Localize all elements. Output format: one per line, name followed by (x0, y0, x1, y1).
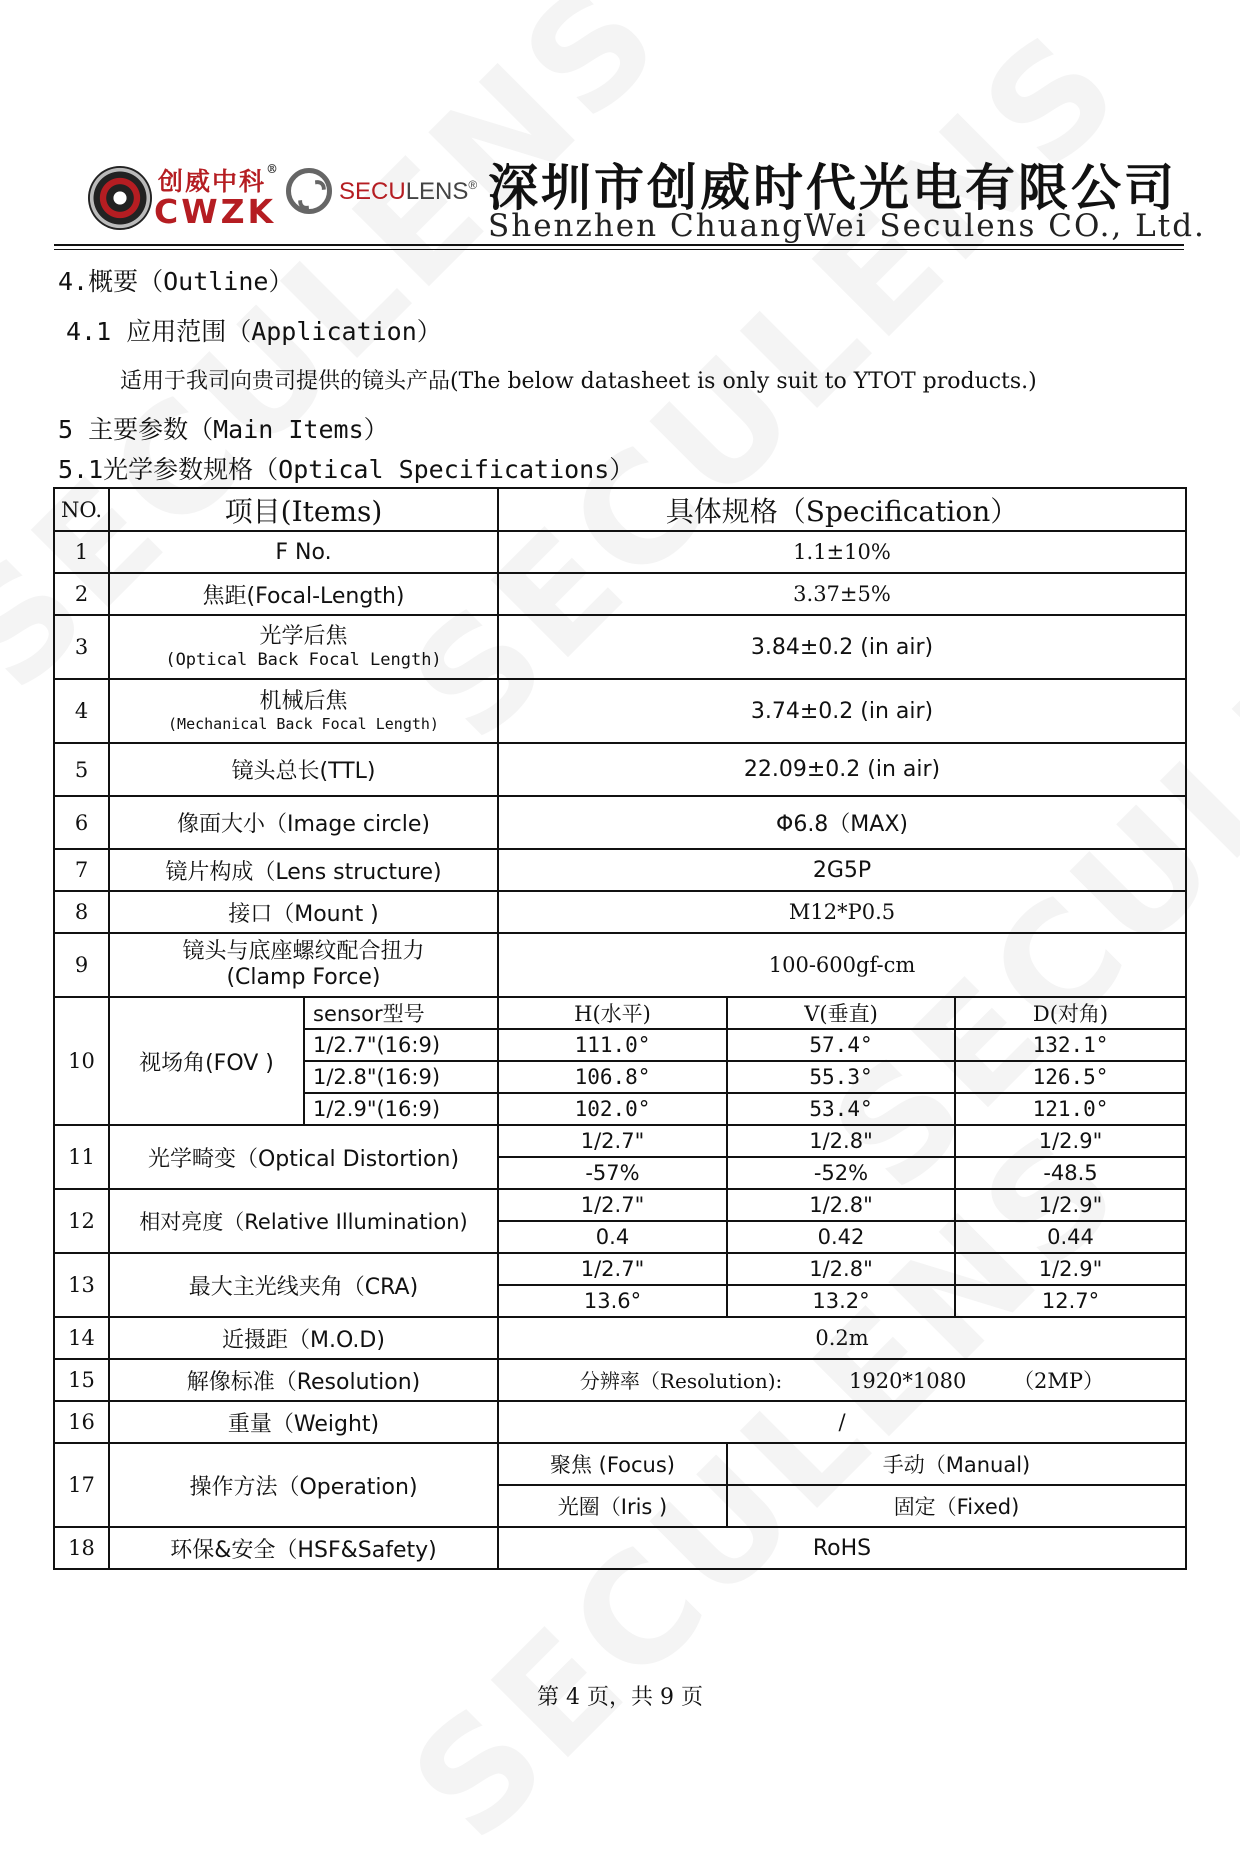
distortion-head: 1/2.8" (727, 1125, 955, 1157)
fov-h: 111.0° (498, 1029, 727, 1061)
fov-v: 53.4° (727, 1093, 955, 1125)
table-row (54, 796, 1186, 849)
cra-head: 1/2.8" (727, 1253, 955, 1285)
row-no: 6 (54, 796, 109, 849)
row-no: 10 (54, 997, 109, 1125)
table-row (54, 1253, 1186, 1285)
row-no: 8 (54, 891, 109, 933)
cra-value: 13.6° (498, 1285, 727, 1317)
table-row (54, 1401, 1186, 1443)
operation-key: 光圈（Iris ) (498, 1485, 727, 1527)
row-no: 14 (54, 1317, 109, 1359)
row-spec: 3.74±0.2 (in air) (498, 679, 1186, 743)
distortion-value: -48.5 (955, 1157, 1186, 1189)
page-footer: 第 4 页，共 9 页 (537, 1685, 703, 1710)
row-item (109, 679, 498, 743)
illumination-value: 0.4 (498, 1221, 727, 1253)
table-row (54, 997, 1186, 1029)
row-spec: 2G5P (498, 849, 1186, 891)
row-spec: M12*P0.5 (498, 891, 1186, 933)
fov-h: 102.0° (498, 1093, 727, 1125)
table-row (54, 1443, 1186, 1485)
row-spec: RoHS (498, 1527, 1186, 1569)
header-rule (54, 244, 1184, 246)
row-spec: 0.2m (498, 1317, 1186, 1359)
row-no: 5 (54, 743, 109, 796)
row-no: 7 (54, 849, 109, 891)
distortion-head: 1/2.7" (498, 1125, 727, 1157)
row-item-en: (Mechanical Back Focal Length) (168, 715, 439, 734)
table-row (54, 615, 1186, 679)
fov-d: 121.0° (955, 1093, 1186, 1125)
row-spec: Φ6.8（MAX) (498, 796, 1186, 849)
row-spec: 3.84±0.2 (in air) (498, 615, 1186, 679)
fov-h: 106.8° (498, 1061, 727, 1093)
operation-key: 聚焦 (Focus) (498, 1443, 727, 1485)
row-item: 镜片构成（Lens structure) (109, 849, 498, 891)
row-item: 近摄距（M.O.D) (109, 1317, 498, 1359)
fov-sensor: 1/2.9"(16:9) (304, 1093, 498, 1125)
row-item: 接口（Mount ) (109, 891, 498, 933)
row-item-cn: 机械后焦 (259, 688, 348, 714)
cwzk-logo-en: CWZK (154, 192, 277, 231)
fov-sensor: 1/2.7"(16:9) (304, 1029, 498, 1061)
table-row (54, 849, 1186, 891)
section-4-heading: 4.概要（Outline） (58, 267, 294, 296)
row-no: 16 (54, 1401, 109, 1443)
letterhead (54, 140, 1206, 248)
fov-h-header: H(水平) (498, 997, 727, 1029)
resolution-value: 1920*1080 (848, 1369, 967, 1393)
seculens-logo-text: SECULENS® (339, 178, 478, 205)
row-no: 17 (54, 1443, 109, 1527)
row-item-cn: 光学后焦 (259, 623, 348, 649)
illumination-head: 1/2.9" (955, 1189, 1186, 1221)
fov-sensor-header: sensor型号 (304, 997, 498, 1029)
row-item-en: (Clamp Force) (226, 965, 381, 990)
row-spec: 100-600gf-cm (498, 933, 1186, 997)
illumination-value: 0.42 (727, 1221, 955, 1253)
row-no: 12 (54, 1189, 109, 1253)
cwzk-logo-icon (88, 166, 152, 230)
illumination-value: 0.44 (955, 1221, 1186, 1253)
fov-d: 126.5° (955, 1061, 1186, 1093)
row-no: 11 (54, 1125, 109, 1189)
fov-d: 132.1° (955, 1029, 1186, 1061)
row-no: 18 (54, 1527, 109, 1569)
row-item (109, 933, 498, 997)
header-rule-thin (54, 249, 1184, 250)
table-row (54, 1317, 1186, 1359)
table-row (54, 891, 1186, 933)
table-row (54, 1527, 1186, 1569)
cra-value: 12.7° (955, 1285, 1186, 1317)
section-5-1-heading: 5.1光学参数规格（Optical Specifications） (58, 455, 635, 484)
row-item: 相对亮度（Relative Illumination) (109, 1189, 498, 1253)
operation-value: 固定（Fixed) (727, 1485, 1186, 1527)
optical-spec-table (53, 487, 1187, 1570)
row-no: 4 (54, 679, 109, 743)
row-spec: 1.1±10% (498, 531, 1186, 573)
col-header-spec: 具体规格（Specification） (498, 488, 1186, 531)
col-header-items: 项目(Items) (109, 488, 498, 531)
row-item: 光学畸变（Optical Distortion) (109, 1125, 498, 1189)
row-item: F No. (109, 531, 498, 573)
table-row (54, 1125, 1186, 1157)
table-row (54, 1189, 1186, 1221)
fov-v-header: V(垂直) (727, 997, 955, 1029)
table-row (54, 743, 1186, 796)
illumination-head: 1/2.7" (498, 1189, 727, 1221)
row-no: 1 (54, 531, 109, 573)
row-spec: / (498, 1401, 1186, 1443)
distortion-value: -52% (727, 1157, 955, 1189)
company-name-en: Shenzhen ChuangWei Seculens CO., Ltd. (488, 208, 1206, 244)
row-spec: 22.09±0.2 (in air) (498, 743, 1186, 796)
section-5-heading: 5 主要参数（Main Items） (58, 415, 389, 444)
fov-sensor: 1/2.8"(16:9) (304, 1061, 498, 1093)
row-no: 15 (54, 1359, 109, 1401)
row-no: 2 (54, 573, 109, 615)
cwzk-logo-cn: 创威中科® (158, 162, 281, 196)
row-item: 环保&安全（HSF&Safety) (109, 1527, 498, 1569)
fov-v: 55.3° (727, 1061, 955, 1093)
row-spec (498, 1359, 1186, 1401)
row-item: 最大主光线夹角（CRA) (109, 1253, 498, 1317)
table-row (54, 679, 1186, 743)
row-item: 视场角(FOV ) (109, 997, 304, 1125)
table-row (54, 573, 1186, 615)
resolution-label: 分辨率（Resolution): (579, 1369, 783, 1393)
row-item: 焦距(Focal-Length) (109, 573, 498, 615)
row-item: 镜头总长(TTL) (109, 743, 498, 796)
table-row (54, 933, 1186, 997)
cra-head: 1/2.9" (955, 1253, 1186, 1285)
operation-value: 手动（Manual) (727, 1443, 1186, 1485)
distortion-head: 1/2.9" (955, 1125, 1186, 1157)
row-item: 重量（Weight) (109, 1401, 498, 1443)
cra-value: 13.2° (727, 1285, 955, 1317)
table-header-row (54, 488, 1186, 531)
row-spec: 3.37±5% (498, 573, 1186, 615)
seculens-logo-icon (286, 168, 332, 214)
row-item-cn: 镜头与底座螺纹配合扭力 (182, 938, 425, 964)
row-no: 13 (54, 1253, 109, 1317)
row-item-en: (Optical Back Focal Length) (165, 650, 442, 670)
fov-d-header: D(对角) (955, 997, 1186, 1029)
fov-v: 57.4° (727, 1029, 955, 1061)
illumination-head: 1/2.8" (727, 1189, 955, 1221)
application-text: 适用于我司向贵司提供的镜头产品(The below datasheet is only suit to YTOT products.) (120, 369, 1037, 394)
section-4-1-heading: 4.1 应用范围（Application） (66, 317, 442, 346)
row-item: 像面大小（Image circle) (109, 796, 498, 849)
table-row (54, 531, 1186, 573)
row-item: 操作方法（Operation) (109, 1443, 498, 1527)
row-no: 9 (54, 933, 109, 997)
table-row (54, 1359, 1186, 1401)
col-header-no: NO. (54, 488, 109, 531)
row-no: 3 (54, 615, 109, 679)
row-item: 解像标准（Resolution) (109, 1359, 498, 1401)
company-name-cn: 深圳市创威时代光电有限公司 (488, 158, 1177, 217)
row-item (109, 615, 498, 679)
distortion-value: -57% (498, 1157, 727, 1189)
cra-head: 1/2.7" (498, 1253, 727, 1285)
resolution-mp: （2MP） (1013, 1369, 1105, 1393)
